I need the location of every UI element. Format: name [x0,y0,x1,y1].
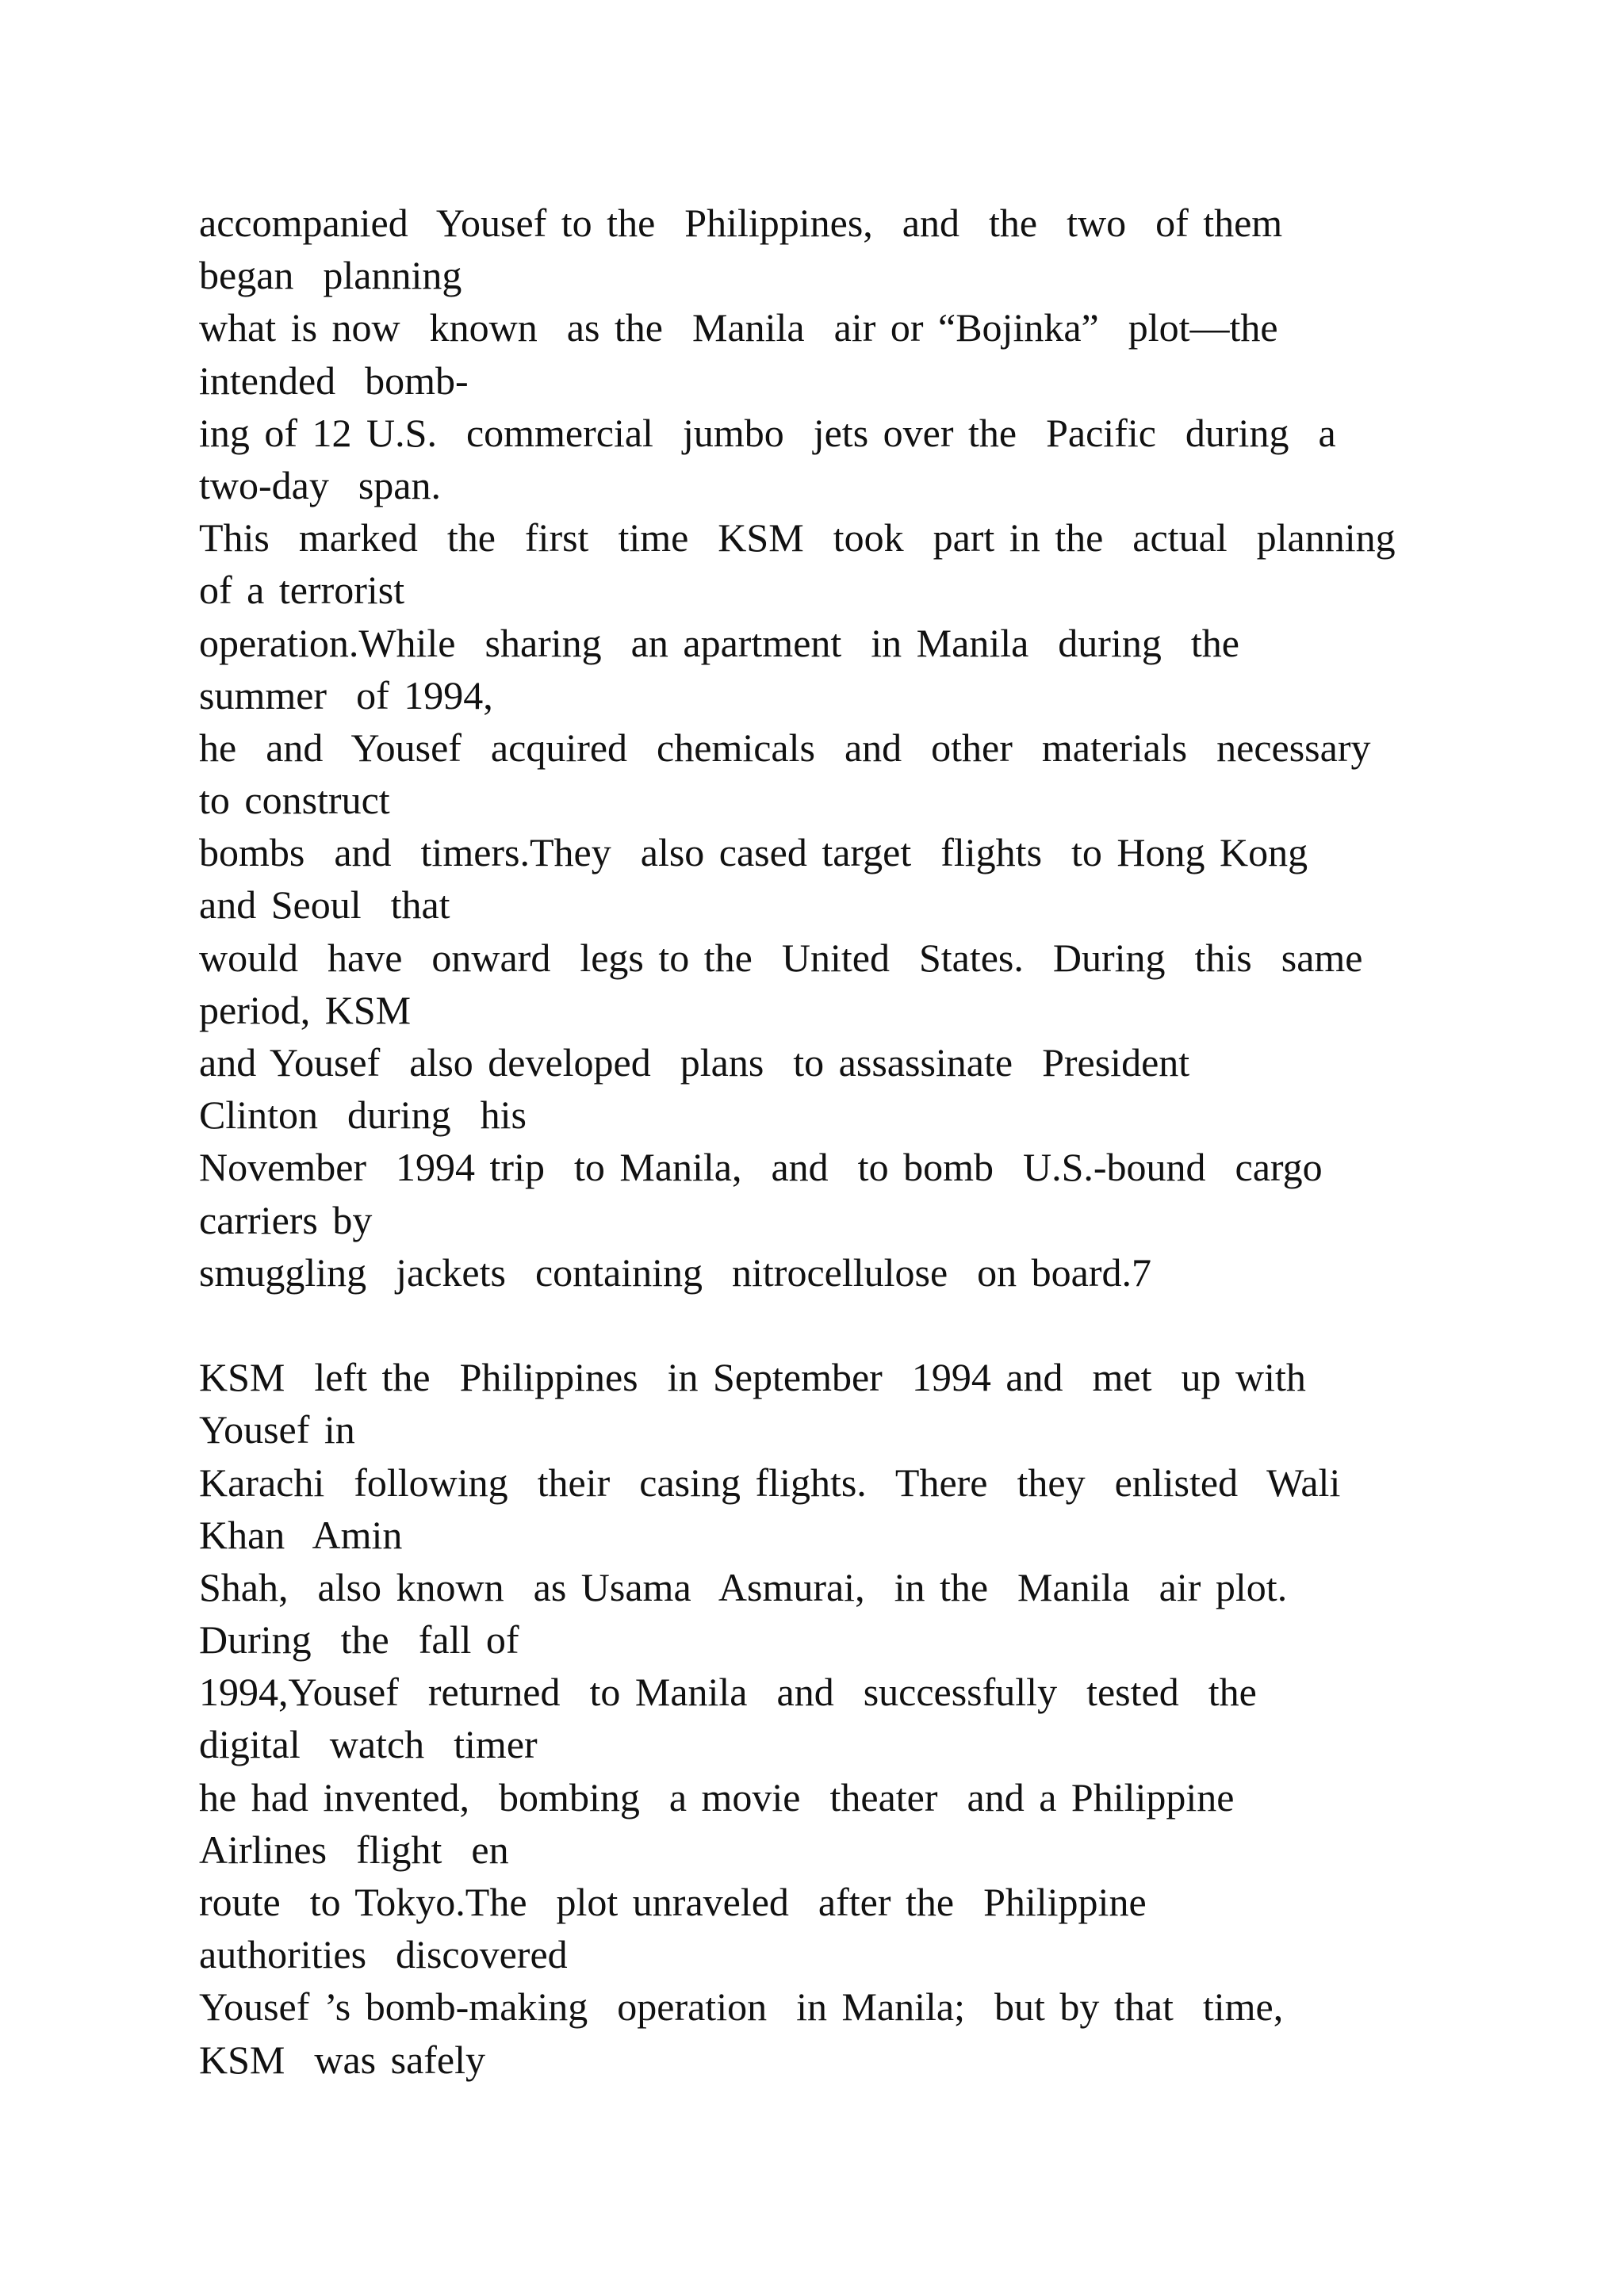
text-line: accompanied Yousef to the Philippines, and the two of them [199,201,1283,245]
paragraph-gap [199,1299,1436,1351]
text-line: This marked the first time KSM took part in the actual planning [199,515,1396,561]
text-line: Airlines flight en [199,1827,509,1872]
text-line: to construct [199,778,390,823]
text-line: digital watch timer [199,1722,538,1767]
text-line: of a terrorist [199,568,405,613]
text-line: intended bomb- [199,358,469,403]
text-line: summer of 1994, [199,672,493,718]
text-line: operation.While sharing an apartment in Manila during the [199,620,1239,665]
text-line: period, KSM [199,987,412,1032]
text-line: what is now known as the Manila air or “Bojinka” plot—the [199,305,1278,350]
text-line: began planning [199,253,462,298]
text-line: two-day span. [199,462,441,507]
body-text [199,197,1436,2086]
text-line: KSM was safely [199,2037,486,2082]
text-line: he had invented, bombing a movie theater and a Philippine [199,1774,1235,1820]
text-line: 1994,Yousef returned to Manila and successfully tested the [199,1670,1257,1715]
text-line: Karachi following their casing flights. There they enlisted Wali [199,1460,1341,1505]
text-line: would have onward legs to the United States. During this same [199,935,1363,980]
text-line: ing of 12 U.S. commercial jumbo jets over the Pacific during a [199,410,1336,455]
text-line: and Yousef also developed plans to assassinate President [199,1040,1190,1085]
text-line: November 1994 trip to Manila, and to bomb U.S.-bound cargo [199,1145,1323,1190]
text-line: bombs and timers.They also cased target flights to Hong Kong [199,830,1308,875]
text-line: Clinton during his [199,1093,527,1138]
text-line: route to Tokyo.The plot unraveled after the Philippine [199,1880,1147,1924]
text-line: he and Yousef acquired chemicals and other materials necessary [199,725,1371,770]
text-line: Yousef ’s bomb-making operation in Manila; but by that time, [199,1984,1284,2030]
text-line: KSM left the Philippines in September 1994 and met up with [199,1355,1306,1400]
text-line: smuggling jackets containing nitrocellulose on board.7 [199,1249,1151,1295]
text-line: carriers by [199,1197,373,1242]
text-line: and Seoul that [199,882,450,928]
text-line: authorities discovered [199,1932,568,1977]
text-line: During the fall of [199,1617,519,1663]
text-line: Yousef in [199,1407,355,1452]
text-line: Khan Amin [199,1512,403,1557]
text-line: Shah, also known as Usama Asmurai, in the Manila air plot. [199,1564,1288,1609]
